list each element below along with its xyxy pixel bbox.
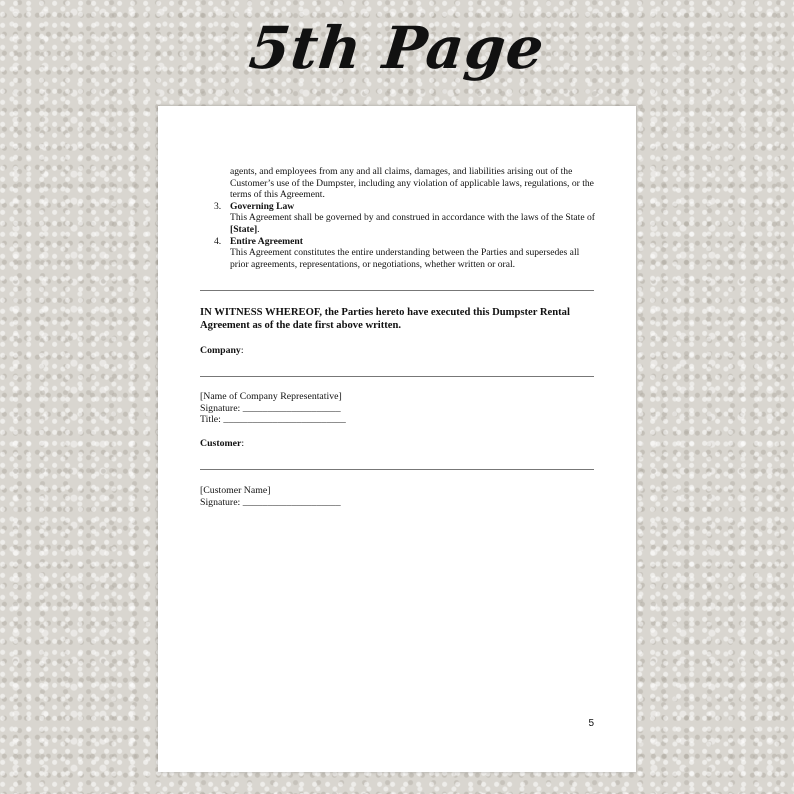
clause-body: This Agreement shall be governed by and construed in accordance with the laws of the State of [State]. — [230, 212, 595, 235]
customer-signature-line — [200, 469, 594, 470]
customer-name: [Customer Name] — [200, 485, 271, 496]
document-page — [158, 106, 636, 772]
clause-heading: Governing Law — [230, 200, 295, 212]
customer-label: Customer: — [200, 438, 245, 449]
divider — [200, 290, 594, 291]
clauses-section — [214, 166, 598, 270]
clause-continuation: agents, and employees from any and all claims, damages, and liabilities arising out of the Customer’s use of the Dumpster, including any violation of applicable laws, regulations, or the terms of this Agreement. — [230, 166, 594, 201]
company-title-field: Title: _________________________ — [200, 414, 346, 426]
state-placeholder: [State] — [230, 223, 258, 235]
customer-signature-field: Signature: ____________________ — [200, 496, 341, 508]
customer-signature-block — [200, 485, 341, 508]
company-label: Company: — [200, 345, 244, 356]
clause-number: 3. — [214, 200, 222, 212]
witness-statement: IN WITNESS WHEREOF, the Parties hereto have executed this Dumpster Rental Agreement as of the date first above written. — [200, 307, 570, 331]
company-signature-block — [200, 391, 346, 426]
clause-entire-agreement — [214, 235, 598, 271]
company-representative-name: [Name of Company Representative] — [200, 391, 342, 402]
company-signature-field: Signature: ____________________ — [200, 402, 341, 414]
clause-heading: Entire Agreement — [230, 235, 303, 247]
clause-number: 4. — [214, 235, 222, 247]
company-signature-line — [200, 376, 594, 377]
clause-governing-law — [214, 200, 598, 236]
page-number: 5 — [588, 718, 594, 729]
page-banner-title: 5th Page — [246, 14, 548, 82]
clause-body: This Agreement constitutes the entire understanding between the Parties and supersedes all prior agreements, representations, or negotiations, whether written or oral. — [230, 247, 580, 270]
